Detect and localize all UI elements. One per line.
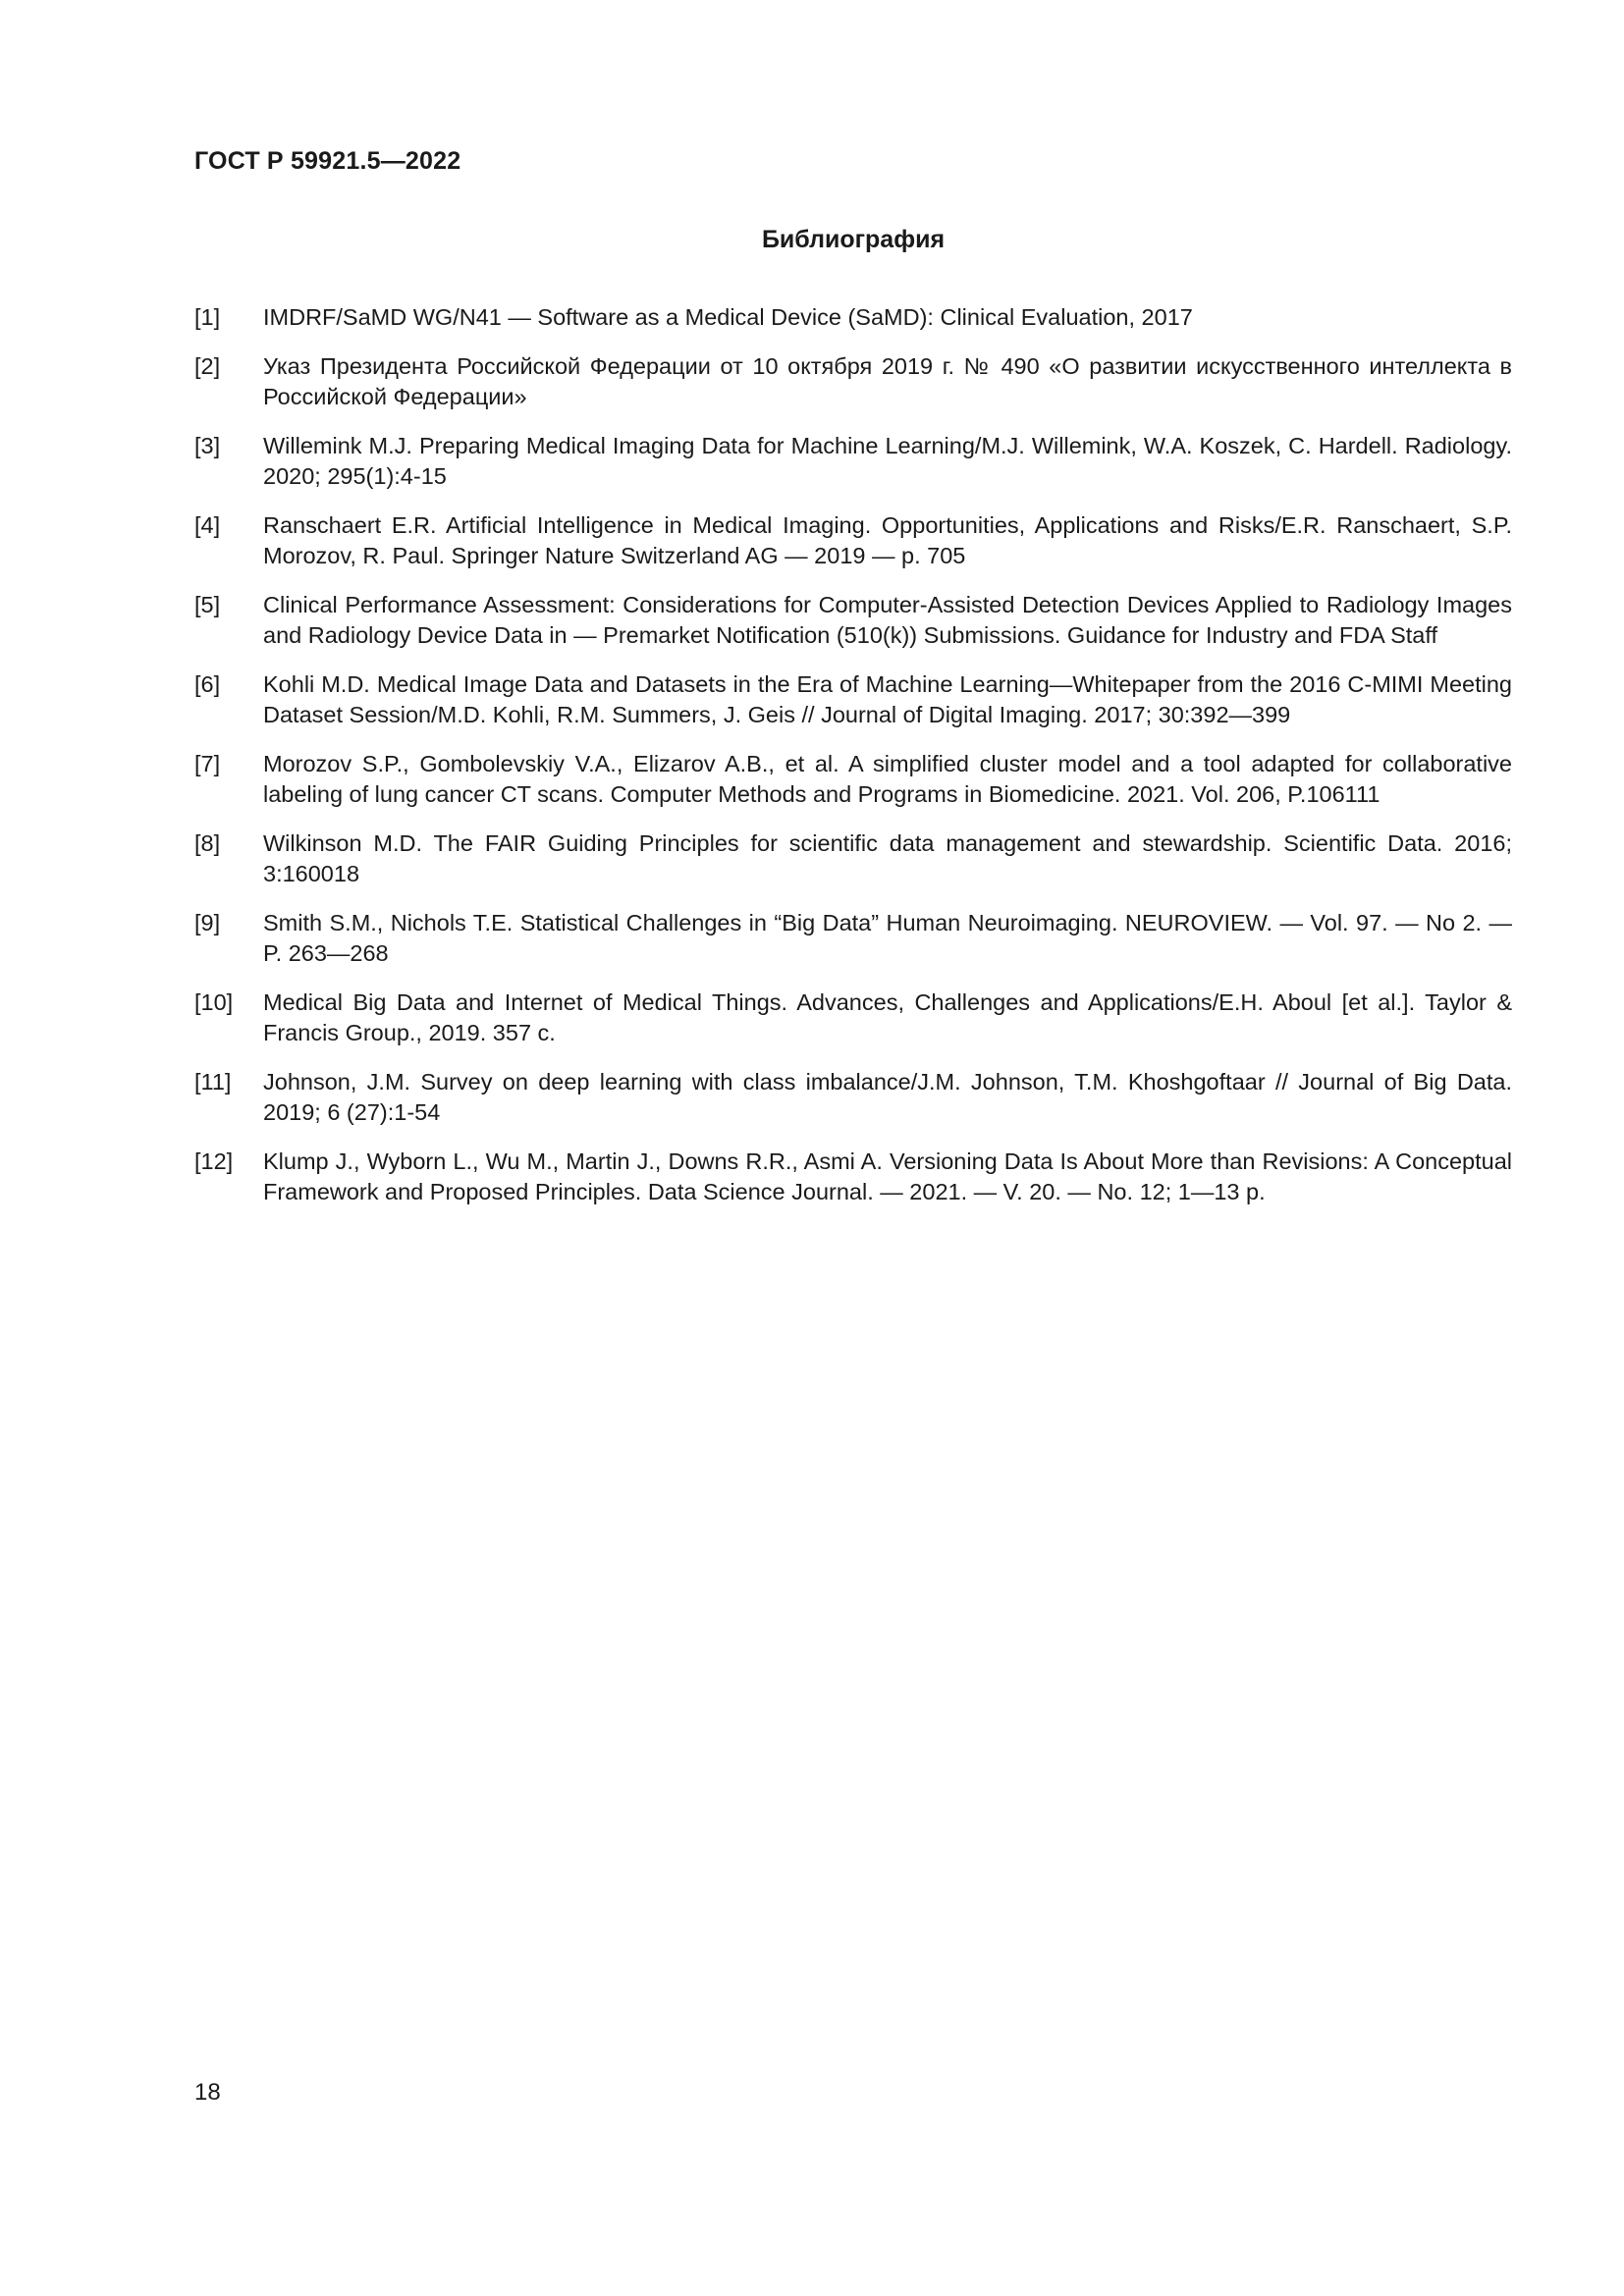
bibliography-entry-text: Smith S.M., Nichols T.E. Statistical Challenges in “Big Data” Human Neuroimaging. NEUROVIEW. — Vol. 97. — No 2. — P. 263—268 [263,910,1512,966]
bibliography-entry-text: Willemink M.J. Preparing Medical Imaging Data for Machine Learning/M.J. Willemink, W.A. Koszek, C. Hardell. Radiology. 2020; 295(1):4-15 [263,433,1512,489]
bibliography-entry-number: [7] [194,751,221,776]
bibliography-entry-text: Ranschaert E.R. Artificial Intelligence in Medical Imaging. Opportunities, Applications and Risks/E.R. Ranschaert, S.P. Morozov, R. Paul. Springer Nature Switzerland AG — 2019 — p. 705 [263,512,1512,568]
bibliography-entry-number: [8] [194,830,221,856]
bibliography-entry-text: Johnson, J.M. Survey on deep learning with class imbalance/J.M. Johnson, T.M. Khoshgoftaar // Journal of Big Data. 2019; 6 (27):1-54 [263,1069,1512,1125]
bibliography-entry-text: Clinical Performance Assessment: Considerations for Computer-Assisted Detection Devices Applied to Radiology Images and Radiology Device Data in — Premarket Notification (510(k)) Submissions. Guidance for Industry and FDA Staff [263,592,1512,648]
bibliography-entry-text: Medical Big Data and Internet of Medical Things. Advances, Challenges and Applications/E.H. Aboul [et al.]. Taylor & Francis Group., 2019. 357 c. [263,989,1512,1045]
bibliography-entry-text: Morozov S.P., Gombolevskiy V.A., Elizarov A.B., et al. A simplified cluster model and a tool adapted for collaborative labeling of lung cancer CT scans. Computer Methods and Programs in Biomedicine. 2021. Vol. 206, P.106111 [263,751,1512,807]
bibliography-entry-number: [12] [194,1148,234,1174]
bibliography-entry-number: [4] [194,512,221,538]
bibliography-entry-number: [1] [194,304,221,330]
bibliography-entry [194,669,1512,730]
bibliography-entry [194,988,1512,1048]
bibliography-entry [194,1067,1512,1128]
bibliography-entry [194,749,1512,810]
bibliography-entry-text: Kohli M.D. Medical Image Data and Datasets in the Era of Machine Learning—Whitepaper from the 2016 C-MIMI Meeting Dataset Session/M.D. Kohli, R.M. Summers, J. Geis // Journal of Digital Imaging. 2017; 30:392—399 [263,671,1512,727]
bibliography-title: Библиография [761,226,946,253]
bibliography-entry-text: Klump J., Wyborn L., Wu M., Martin J., Downs R.R., Asmi A. Versioning Data Is About More than Revisions: A Conceptual Framework and Proposed Principles. Data Science Journal. — 2021. — V. 20. — No. 12; 1—13 p. [263,1148,1512,1204]
bibliography-entry [194,1147,1512,1207]
bibliography-entry-text: Указ Президента Российской Федерации от 10 октября 2019 г. № 490 «О развитии искусственного интеллекта в Российской Федерации» [263,353,1512,409]
bibliography-entry [194,351,1512,412]
bibliography-entry [194,908,1512,969]
bibliography-entry-number: [6] [194,671,221,697]
document-standard-code: ГОСТ Р 59921.5—2022 [194,147,461,175]
bibliography-entry [194,302,1512,333]
page-number: 18 [194,2079,221,2106]
bibliography-entry-text: IMDRF/SaMD WG/N41 — Software as a Medical Device (SaMD): Clinical Evaluation, 2017 [263,304,1193,330]
bibliography-entry [194,510,1512,571]
bibliography-entry-number: [5] [194,592,221,617]
bibliography-entry-text: Wilkinson M.D. The FAIR Guiding Principles for scientific data management and stewardship. Scientific Data. 2016; 3:160018 [263,830,1512,886]
bibliography-entry-number: [9] [194,910,221,935]
bibliography-list [194,302,1512,1226]
bibliography-entry-number: [3] [194,433,221,458]
bibliography-entry [194,590,1512,651]
bibliography-entry-number: [11] [194,1069,232,1095]
bibliography-entry-number: [10] [194,989,234,1015]
bibliography-entry [194,828,1512,889]
bibliography-entry-number: [2] [194,353,221,379]
bibliography-entry [194,431,1512,492]
